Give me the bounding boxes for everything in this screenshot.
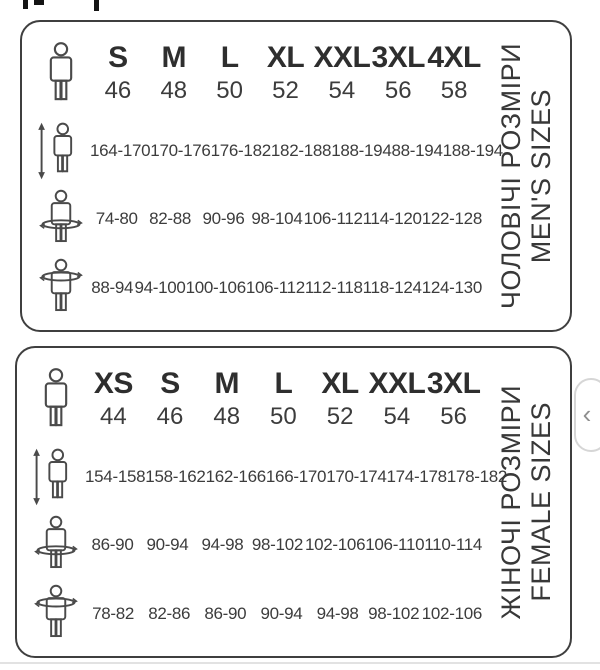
measurement-value: 106-112 <box>245 277 305 297</box>
measurement-value: 170-176 <box>150 141 211 161</box>
size-number: 44 <box>99 402 127 430</box>
measurement-value: 164-170 <box>90 141 151 161</box>
measurement-value: 114-120 <box>362 209 422 229</box>
measurement-value: 94-98 <box>316 603 359 623</box>
person-icon <box>33 367 79 429</box>
person-icon <box>38 41 84 103</box>
title-english: MEN'S SIZES <box>525 88 556 264</box>
size-number: 48 <box>160 76 188 104</box>
measurement-value: 90-94 <box>260 603 303 623</box>
measurement-value: 100-106 <box>185 277 246 297</box>
waist-girth-icon <box>34 189 88 249</box>
measurement-value: 166-170 <box>265 467 327 487</box>
chest-girth-icon <box>29 584 83 644</box>
table-row <box>27 580 482 648</box>
measurement-value: 122-128 <box>421 209 482 229</box>
measurement-value: 88-94 <box>91 277 134 297</box>
size-label: S <box>160 367 180 401</box>
table-row <box>27 511 482 579</box>
measurement-value: 178-182 <box>446 467 508 487</box>
size-label: S <box>108 41 128 75</box>
measurement-value: 102-106 <box>304 535 366 555</box>
measurement-value: 82-86 <box>148 603 191 623</box>
measurement-value: 82-88 <box>149 209 192 229</box>
size-number: 52 <box>272 76 299 104</box>
size-number: 46 <box>156 402 184 430</box>
size-number: 54 <box>383 402 411 430</box>
measurement-value: 158-162 <box>145 467 206 487</box>
height-icon <box>29 447 83 507</box>
measurement-value: 102-106 <box>421 603 483 623</box>
measurement-value: 174-178 <box>386 467 447 487</box>
size-number: 50 <box>270 402 297 430</box>
table-row <box>32 185 482 253</box>
measurement-value: 94-98 <box>201 535 244 555</box>
female-size-table <box>15 346 572 658</box>
measurement-value: 106-112 <box>303 209 363 229</box>
measurement-value: 154-158 <box>85 467 146 487</box>
size-number: 58 <box>440 76 468 104</box>
table-row <box>27 354 482 443</box>
measurement-value: 162-166 <box>205 467 266 487</box>
table-vertical-title <box>484 22 568 330</box>
table-row <box>27 443 508 511</box>
size-label: 3XL <box>371 41 425 75</box>
measurement-value: 90-96 <box>202 209 245 229</box>
table-row <box>32 254 482 322</box>
measurement-value: 176-182 <box>210 141 271 161</box>
size-label: L <box>220 41 239 75</box>
carousel-prev-button[interactable] <box>574 378 600 452</box>
size-number: 56 <box>384 76 412 104</box>
measurement-value: 118-124 <box>362 277 422 297</box>
measurement-value: 188-194 <box>442 141 503 161</box>
size-label: 4XL <box>427 41 481 75</box>
size-label: M <box>214 367 239 401</box>
measurement-value: 90-94 <box>146 535 189 555</box>
size-label: XXL <box>313 41 371 75</box>
measurement-value: 112-118 <box>304 277 363 297</box>
table-vertical-title <box>484 348 568 656</box>
measurement-value: 170-174 <box>326 467 387 487</box>
height-icon <box>34 121 88 181</box>
measurement-value: 86-90 <box>204 603 247 623</box>
size-label: XL <box>266 41 305 75</box>
size-number: 52 <box>326 402 354 430</box>
size-label: XXL <box>368 367 426 401</box>
size-number: 56 <box>440 402 467 430</box>
cropped-text-fragment <box>23 0 28 9</box>
measurement-value: 98-102 <box>368 603 420 623</box>
measurement-value: 98-104 <box>251 209 303 229</box>
size-number: 50 <box>216 76 243 104</box>
measurement-value: 124-130 <box>421 277 482 297</box>
size-label: L <box>274 367 293 401</box>
chevron-left-icon: ‹ <box>582 398 592 429</box>
title-english: FEMALE SIZES <box>525 402 556 602</box>
measurement-value: 98-102 <box>251 535 304 555</box>
mens-size-table <box>20 20 572 332</box>
measurement-value: 78-82 <box>92 603 135 623</box>
title-ukrainian: ЧОЛОВІЧІ РОЗМІРИ <box>495 42 526 310</box>
measurement-value: 86-90 <box>91 535 134 555</box>
measurement-value: 74-80 <box>95 209 138 229</box>
table-row <box>32 28 482 117</box>
measurement-value: 88-194 <box>391 141 443 161</box>
measurement-value: 110-114 <box>424 535 483 555</box>
size-label: 3XL <box>426 367 481 401</box>
size-number: 54 <box>328 76 356 104</box>
cropped-text-fragment <box>94 0 99 11</box>
measurement-value: 182-188 <box>270 141 332 161</box>
size-label: M <box>161 41 187 75</box>
divider <box>0 662 600 664</box>
size-label: XS <box>93 367 133 401</box>
title-ukrainian: ЖІНОЧІ РОЗМІРИ <box>495 384 526 620</box>
chest-girth-icon <box>34 258 88 318</box>
measurement-value: 94-100 <box>134 277 186 297</box>
measurement-value: 188-194 <box>331 141 392 161</box>
size-number: 48 <box>213 402 241 430</box>
cropped-text-fragment <box>34 0 44 5</box>
measurement-value: 106-110 <box>365 535 425 555</box>
size-label: XL <box>321 367 359 401</box>
size-number: 46 <box>104 76 132 104</box>
waist-girth-icon <box>29 515 83 575</box>
table-row <box>32 117 503 185</box>
